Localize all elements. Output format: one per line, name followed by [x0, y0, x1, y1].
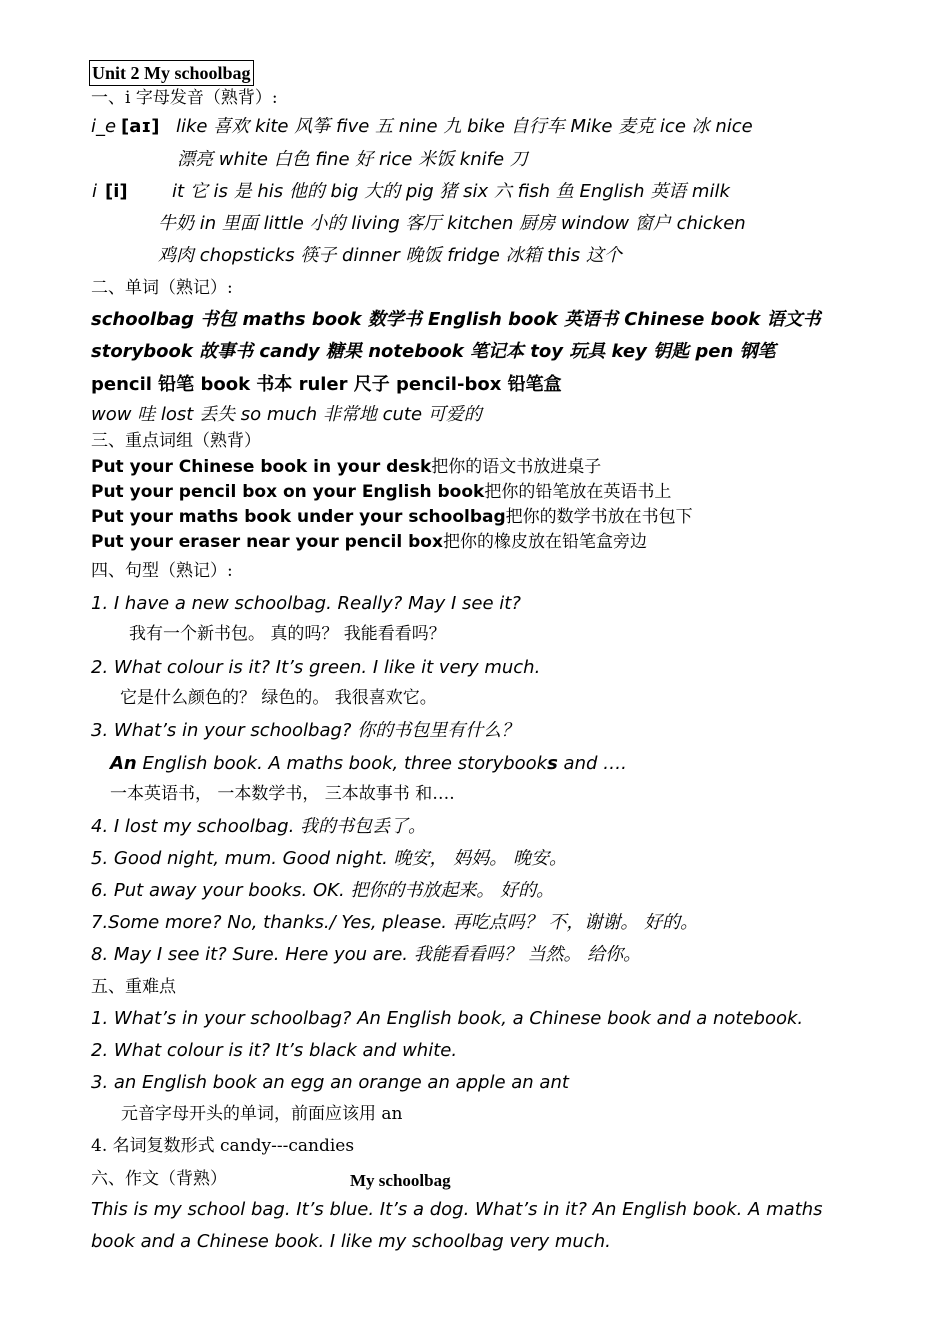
sentence-1-zh: 我有一个新书包。 真的吗？ 我能看看吗？	[129, 624, 446, 644]
sentence-3-en: 3. What’s in your schoolbag? 你的书包里有什么？	[91, 720, 520, 741]
sentence-3-zh: 一本英语书， 一本数学书， 三本故事书 和….	[110, 784, 455, 804]
answer-plural-s: s	[547, 753, 558, 774]
i-words-line-1: it 它 is 是 his 他的 big 大的 pig 猪 six 六 fish 鱼 English 英语 milk	[172, 181, 730, 202]
vocab-line-1: schoolbag 书包 maths book 数学书 English book 英语书 Chinese book 语文书	[91, 309, 821, 330]
section-1-heading: 一、i 字母发音（熟背）:	[91, 88, 278, 108]
vocab-line-2: storybook 故事书 candy 糖果 notebook 笔记本 toy 玩具 key 钥匙 pen 钢笔	[91, 341, 776, 362]
phrase-2	[91, 483, 671, 501]
i-phonetic: [i]	[105, 181, 128, 202]
i-words-line-2: 牛奶 in 里面 little 小的 living 客厅 kitchen 厨房 window 窗户 chicken	[158, 213, 746, 234]
phrase-2-zh: 把你的铅笔放在英语书上	[484, 482, 672, 502]
phrase-1-en: Put your Chinese book in your desk	[91, 457, 432, 477]
ie-label: i_e	[91, 116, 117, 137]
phrase-4-en: Put your eraser near your pencil box	[91, 532, 443, 552]
sentence-2-zh: 它是什么颜色的？ 绿色的。 我很喜欢它。	[120, 688, 437, 708]
phrase-1	[91, 458, 601, 476]
keypoint-4: 4. 名词复数形式 candy---candies	[91, 1136, 355, 1156]
answer-middle: English book. A maths book, three storybook	[136, 753, 548, 774]
section-2-heading: 二、单词（熟记）:	[91, 278, 233, 298]
sentence-4: 4. I lost my schoolbag. 我的书包丢了。	[91, 816, 427, 837]
sentence-5: 5. Good night, mum. Good night. 晚安， 妈妈。 晚安。	[91, 848, 567, 869]
phrase-4	[91, 533, 647, 551]
phrase-3	[91, 508, 693, 526]
vocab-line-3: pencil 铅笔 book 书本 ruler 尺子 pencil-box 铅笔盒	[91, 374, 562, 395]
essay-title: My schoolbag	[350, 1171, 451, 1190]
sentence-3-answer	[110, 755, 627, 773]
keypoint-3-note: 元音字母开头的单词，前面应该用 an	[121, 1104, 403, 1124]
phrase-3-zh: 把你的数学书放在书包下	[505, 507, 693, 527]
document-title: Unit 2 My schoolbag	[89, 60, 254, 86]
phrase-1-zh: 把你的语文书放进桌子	[431, 457, 602, 477]
sentence-8: 8. May I see it? Sure. Here you are. 我能看看吗？ 当然。 给你。	[91, 944, 642, 965]
section-3-heading: 三、重点词组（熟背）	[91, 431, 261, 451]
ie-words-line-2: 漂亮 white 白色 fine 好 rice 米饭 knife 刀	[177, 149, 528, 170]
i-words-line-3: 鸡肉 chopsticks 筷子 dinner 晚饭 fridge 冰箱 this 这个	[158, 245, 622, 266]
phrase-2-en: Put your pencil box on your English book	[91, 482, 485, 502]
phrase-3-en: Put your maths book under your schoolbag	[91, 507, 506, 527]
section-6-heading: 六、作文（背熟）	[91, 1169, 227, 1189]
sentence-6: 6. Put away your books. OK. 把你的书放起来。 好的。	[91, 880, 555, 901]
essay-line-2: book and a Chinese book. I like my schoolbag very much.	[91, 1231, 611, 1252]
phrase-4-zh: 把你的橡皮放在铅笔盒旁边	[442, 532, 647, 552]
essay-line-1: This is my school bag. It’s blue. It’s a dog. What’s in it? An English book. A maths	[91, 1199, 823, 1220]
keypoint-2: 2. What colour is it? It’s black and white.	[91, 1040, 458, 1061]
section-5-heading: 五、重难点	[91, 977, 176, 997]
keypoint-1: 1. What’s in your schoolbag? An English book, a Chinese book and a notebook.	[91, 1008, 804, 1029]
section-4-heading: 四、句型（熟记）:	[91, 561, 233, 581]
answer-an: An	[110, 753, 137, 774]
vocab-line-4: wow 哇 lost 丢失 so much 非常地 cute 可爱的	[91, 404, 482, 425]
ie-phonetic: [aɪ]	[121, 116, 160, 137]
answer-end: and ….	[557, 753, 627, 774]
sentence-1-en: 1. I have a new schoolbag. Really? May I see it?	[91, 593, 521, 614]
sentence-7: 7.Some more? No, thanks./ Yes, please. 再吃点吗？ 不，谢谢。 好的。	[91, 912, 699, 933]
sentence-2-en: 2. What colour is it? It’s green. I like it very much.	[91, 657, 541, 678]
ie-words-line-1: like 喜欢 kite 风筝 five 五 nine 九 bike 自行车 Mike 麦克 ice 冰 nice	[176, 116, 753, 137]
i-label: i	[92, 181, 98, 202]
keypoint-3: 3. an English book an egg an orange an apple an ant	[91, 1072, 569, 1093]
